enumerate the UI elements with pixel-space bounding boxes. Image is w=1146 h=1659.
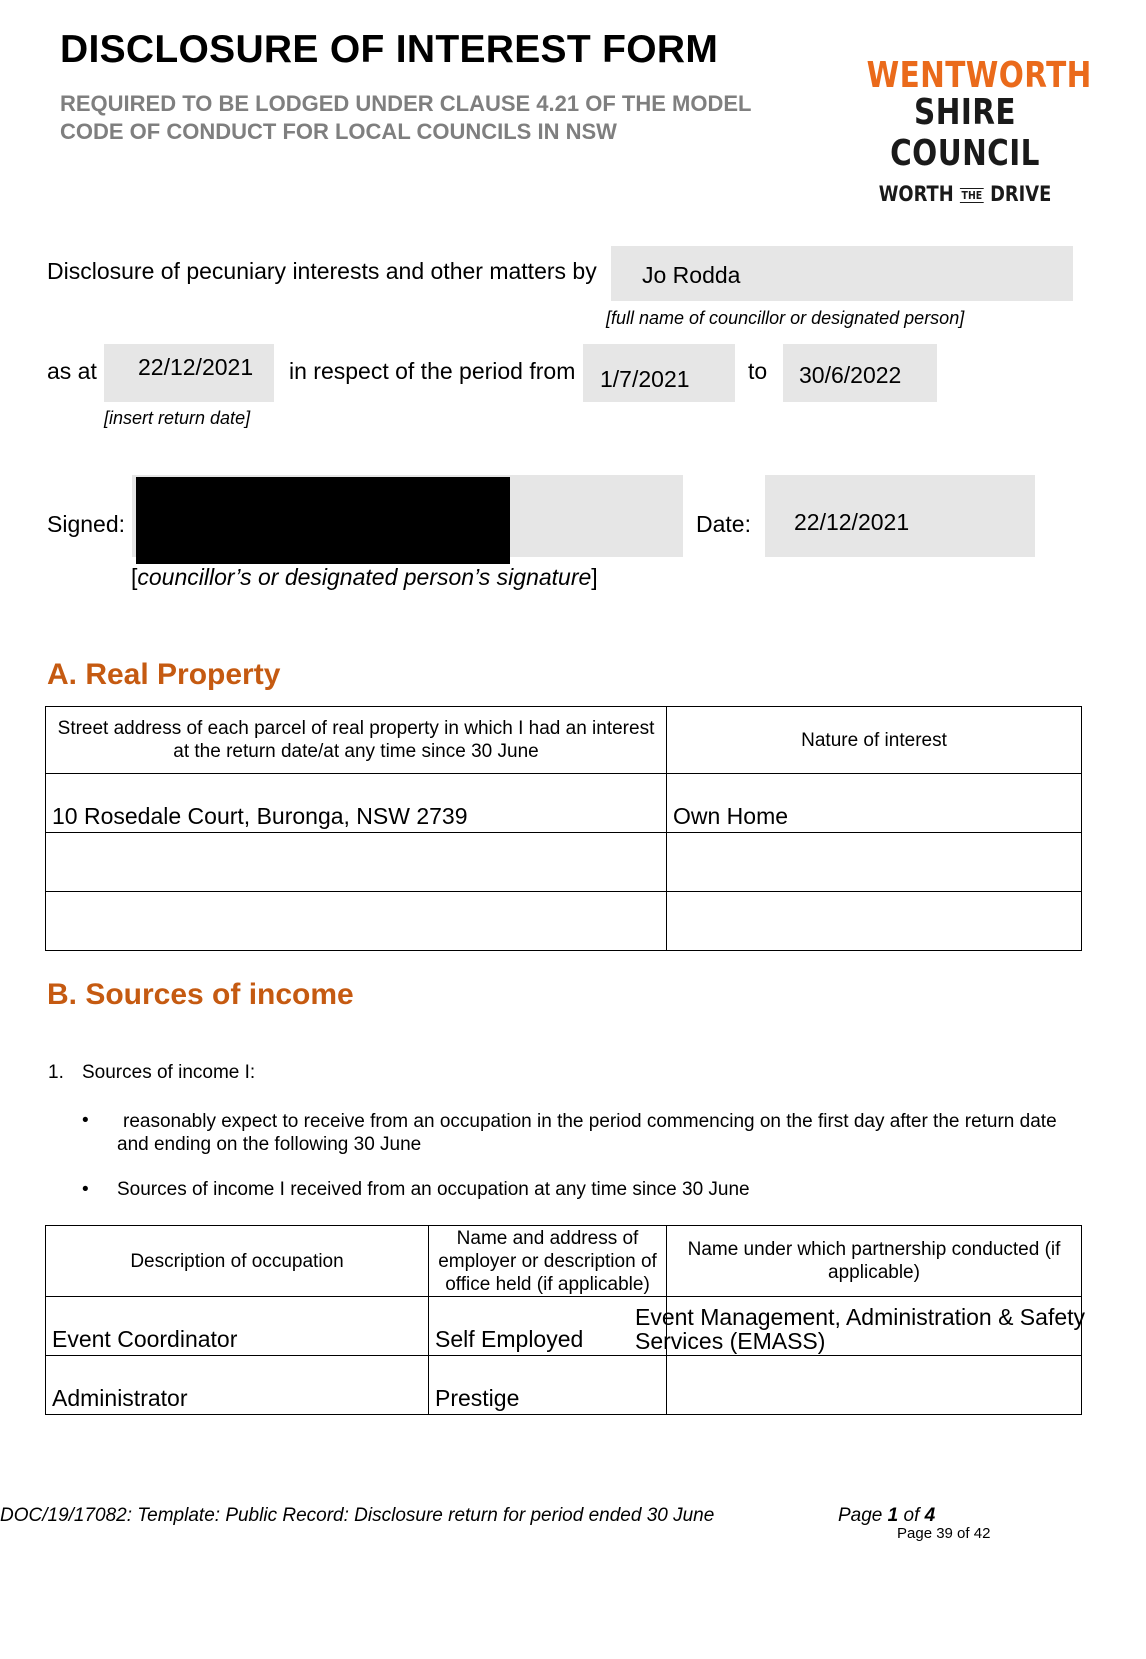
date-label: Date:: [696, 511, 751, 537]
cell-nature: [667, 833, 1082, 892]
period-to-field[interactable]: 30/6/2022: [783, 344, 937, 402]
table-row: [46, 774, 1082, 833]
form-title: DISCLOSURE OF INTEREST FORM: [60, 28, 719, 71]
table-header-row: [46, 707, 1082, 774]
table-row: [46, 892, 1082, 951]
list-item-text: Sources of income I:: [82, 1062, 256, 1083]
cell-address: 10 Rosedale Court, Buronga, NSW 2739: [46, 774, 667, 833]
table-row: [46, 1297, 1082, 1356]
cell-partnership: [667, 1356, 1082, 1415]
list-number: 1.: [48, 1062, 64, 1083]
cell-occupation: Administrator: [46, 1356, 429, 1415]
logo-tag-left: WORTH: [878, 182, 954, 206]
col-header-partnership: Name under which partnership conducted (if applicable): [667, 1226, 1082, 1297]
cell-employer: Prestige: [429, 1356, 667, 1415]
bullet-icon: •: [82, 1110, 89, 1131]
col-header-occupation: Description of occupation: [46, 1226, 429, 1297]
disclosure-by-label: Disclosure of pecuniary interests and other matters by: [47, 258, 597, 284]
return-date-field[interactable]: 22/12/2021: [104, 344, 274, 402]
cell-employer: Self Employed: [429, 1297, 667, 1356]
bullet-icon: •: [82, 1179, 89, 1200]
table-header-row: [46, 1226, 1082, 1297]
section-b-heading: B. Sources of income: [47, 978, 354, 1011]
logo-line-2: SHIRE COUNCIL: [890, 92, 1040, 174]
as-at-label: as at: [47, 358, 97, 384]
logo-tag-mid: THE: [961, 188, 983, 202]
cell-nature: Own Home: [667, 774, 1082, 833]
cell-address: [46, 892, 667, 951]
cell-nature: [667, 892, 1082, 951]
date-field[interactable]: 22/12/2021: [765, 475, 1035, 557]
period-from-field[interactable]: 1/7/2021: [583, 344, 735, 402]
cell-partnership: Event Management, Administration & Safety Services (EMASS): [667, 1297, 1082, 1356]
bullet-item: Sources of income I received from an occupation at any time since 30 June: [117, 1179, 750, 1200]
logo-tagline: [863, 182, 1067, 206]
footer-bundle-page: Page 39 of 42: [897, 1525, 991, 1542]
form-subtitle: REQUIRED TO BE LODGED UNDER CLAUSE 4.21 OF THE MODEL CODE OF CONDUCT FOR LOCAL COUNCILS IN NSW: [60, 91, 752, 144]
return-date-hint: [insert return date]: [104, 408, 251, 428]
table-row: [46, 833, 1082, 892]
cell-occupation: Event Coordinator: [46, 1297, 429, 1356]
name-field[interactable]: Jo Rodda: [611, 246, 1073, 301]
section-a-heading: A. Real Property: [47, 658, 281, 691]
redaction-block: [136, 477, 510, 564]
table-row: [46, 1356, 1082, 1415]
logo-line-1: WENTWORTH: [866, 55, 1092, 96]
period-label: in respect of the period from: [289, 358, 576, 384]
name-hint: [full name of councillor or designated person]: [606, 308, 965, 328]
signature-hint: [councillor’s or designated person’s signature]: [131, 564, 598, 590]
bullet-item: reasonably expect to receive from an occupation in the period commencing on the first day after the return date and ending on the following 30 June: [117, 1111, 1057, 1155]
footer-page-number: Page 1 of 4: [838, 1505, 936, 1526]
footer-doc-ref: DOC/19/17082: Template: Public Record: Disclosure return for period ended 30 June: [0, 1505, 715, 1526]
income-table: [45, 1225, 1086, 1415]
col-header-nature: Nature of interest: [667, 707, 1082, 774]
signed-label: Signed:: [47, 511, 126, 537]
col-header-employer: Name and address of employer or description of office held (if applicable): [429, 1226, 667, 1297]
real-property-table: [45, 706, 1082, 951]
cell-address: [46, 833, 667, 892]
council-logo: [845, 55, 1092, 206]
to-label: to: [748, 358, 768, 384]
logo-tag-right: DRIVE: [990, 182, 1052, 206]
col-header-address: Street address of each parcel of real property in which I had an interest at the return date/at any time since 30 June: [46, 707, 667, 774]
